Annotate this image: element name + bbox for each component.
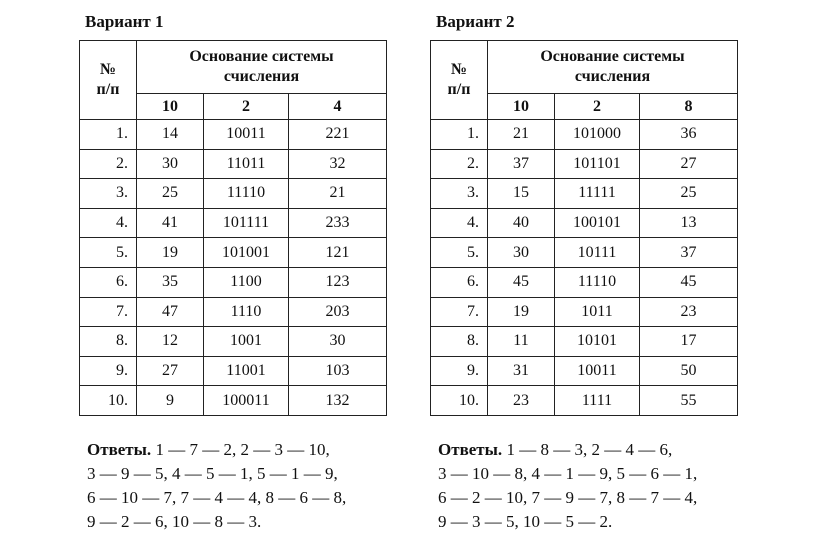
- value-cell: 10101: [555, 327, 640, 357]
- base-header: 8: [640, 94, 738, 120]
- value-cell: 203: [289, 297, 387, 327]
- value-cell: 36: [640, 120, 738, 150]
- value-cell: 101000: [555, 120, 640, 150]
- row-number-cell: 9.: [80, 356, 137, 386]
- value-cell: 132: [289, 386, 387, 416]
- table-body: [431, 120, 738, 416]
- base-group-header: Основание системы счисления: [137, 41, 387, 94]
- value-cell: 37: [488, 149, 555, 179]
- row-number-cell: 4.: [80, 208, 137, 238]
- conversion-table: [79, 40, 387, 416]
- table-row: [80, 149, 387, 179]
- value-cell: 9: [137, 386, 204, 416]
- value-cell: 55: [640, 386, 738, 416]
- row-number-cell: 6.: [80, 267, 137, 297]
- table-row: [431, 327, 738, 357]
- answers-block: [438, 438, 758, 534]
- row-number-cell: 1.: [80, 120, 137, 150]
- value-cell: 41: [137, 208, 204, 238]
- table-row: [80, 120, 387, 150]
- value-cell: 35: [137, 267, 204, 297]
- table-row: [431, 238, 738, 268]
- value-cell: 10011: [204, 120, 289, 150]
- value-cell: 19: [137, 238, 204, 268]
- table-row: [80, 238, 387, 268]
- table-row: [431, 267, 738, 297]
- row-number-cell: 4.: [431, 208, 488, 238]
- value-cell: 101101: [555, 149, 640, 179]
- value-cell: 12: [137, 327, 204, 357]
- value-cell: 19: [488, 297, 555, 327]
- answers-label: Ответы.: [438, 440, 503, 459]
- variant-2: [430, 10, 738, 416]
- value-cell: 11011: [204, 149, 289, 179]
- base-header: 2: [204, 94, 289, 120]
- value-cell: 10011: [555, 356, 640, 386]
- row-number-cell: 7.: [80, 297, 137, 327]
- table-row: [431, 297, 738, 327]
- value-cell: 100101: [555, 208, 640, 238]
- row-number-cell: 10.: [431, 386, 488, 416]
- row-number-cell: 6.: [431, 267, 488, 297]
- value-cell: 25: [640, 179, 738, 209]
- value-cell: 37: [640, 238, 738, 268]
- value-cell: 123: [289, 267, 387, 297]
- base-header: 4: [289, 94, 387, 120]
- value-cell: 27: [640, 149, 738, 179]
- row-number-cell: 10.: [80, 386, 137, 416]
- base-header: 10: [137, 94, 204, 120]
- base-header: 2: [555, 94, 640, 120]
- value-cell: 11: [488, 327, 555, 357]
- value-cell: 45: [488, 267, 555, 297]
- table-body: [80, 120, 387, 416]
- row-number-cell: 2.: [431, 149, 488, 179]
- table-row: [431, 120, 738, 150]
- value-cell: 1111: [555, 386, 640, 416]
- row-number-cell: 7.: [431, 297, 488, 327]
- table-row: [80, 386, 387, 416]
- variant-1: [79, 10, 387, 416]
- table-row: [80, 297, 387, 327]
- value-cell: 10111: [555, 238, 640, 268]
- row-number-cell: 5.: [80, 238, 137, 268]
- value-cell: 30: [289, 327, 387, 357]
- value-cell: 23: [488, 386, 555, 416]
- row-number-cell: 3.: [80, 179, 137, 209]
- value-cell: 45: [640, 267, 738, 297]
- row-number-cell: 3.: [431, 179, 488, 209]
- answers-label: Ответы.: [87, 440, 152, 459]
- table-row: [431, 179, 738, 209]
- row-number-cell: 5.: [431, 238, 488, 268]
- base-header: 10: [488, 94, 555, 120]
- row-number-cell: 8.: [431, 327, 488, 357]
- value-cell: 11110: [204, 179, 289, 209]
- value-cell: 11111: [555, 179, 640, 209]
- table-row: [80, 208, 387, 238]
- value-cell: 17: [640, 327, 738, 357]
- value-cell: 32: [289, 149, 387, 179]
- value-cell: 101111: [204, 208, 289, 238]
- table-row: [431, 386, 738, 416]
- row-number-cell: 2.: [80, 149, 137, 179]
- value-cell: 100011: [204, 386, 289, 416]
- number-column-header: № п/п: [80, 41, 137, 120]
- value-cell: 27: [137, 356, 204, 386]
- value-cell: 23: [640, 297, 738, 327]
- table-row: [80, 179, 387, 209]
- value-cell: 233: [289, 208, 387, 238]
- table-row: [431, 149, 738, 179]
- answers-text: 1 — 7 — 2, 2 — 3 — 10, 3 — 9 — 5, 4 — 5 — 1, 5 — 1 — 9, 6 — 10 — 7, 7 — 4 — 4, 8 — 6 — 8, 9 — 2 — 6, 10 — 8 — 3.: [87, 440, 347, 531]
- value-cell: 121: [289, 238, 387, 268]
- value-cell: 47: [137, 297, 204, 327]
- row-number-cell: 8.: [80, 327, 137, 357]
- table-row: [431, 356, 738, 386]
- value-cell: 30: [137, 149, 204, 179]
- variant-title: Вариант 2: [436, 12, 515, 31]
- conversion-table: [430, 40, 738, 416]
- value-cell: 1001: [204, 327, 289, 357]
- table-row: [80, 356, 387, 386]
- row-number-cell: 9.: [431, 356, 488, 386]
- value-cell: 1110: [204, 297, 289, 327]
- answers-text: 1 — 8 — 3, 2 — 4 — 6, 3 — 10 — 8, 4 — 1 — 9, 5 — 6 — 1, 6 — 2 — 10, 7 — 9 — 7, 8 — 7 — 4, 9 — 3 — 5, 10 — 5 — 2.: [438, 440, 698, 531]
- number-column-header: № п/п: [431, 41, 488, 120]
- value-cell: 13: [640, 208, 738, 238]
- table-row: [80, 327, 387, 357]
- value-cell: 31: [488, 356, 555, 386]
- value-cell: 21: [289, 179, 387, 209]
- value-cell: 14: [137, 120, 204, 150]
- base-group-header: Основание системы счисления: [488, 41, 738, 94]
- value-cell: 1100: [204, 267, 289, 297]
- value-cell: 103: [289, 356, 387, 386]
- variant-title: Вариант 1: [85, 12, 164, 31]
- value-cell: 21: [488, 120, 555, 150]
- value-cell: 11001: [204, 356, 289, 386]
- answers-block: [87, 438, 397, 534]
- value-cell: 1011: [555, 297, 640, 327]
- value-cell: 11110: [555, 267, 640, 297]
- value-cell: 25: [137, 179, 204, 209]
- value-cell: 50: [640, 356, 738, 386]
- value-cell: 15: [488, 179, 555, 209]
- value-cell: 40: [488, 208, 555, 238]
- value-cell: 101001: [204, 238, 289, 268]
- value-cell: 221: [289, 120, 387, 150]
- row-number-cell: 1.: [431, 120, 488, 150]
- table-row: [80, 267, 387, 297]
- value-cell: 30: [488, 238, 555, 268]
- table-row: [431, 208, 738, 238]
